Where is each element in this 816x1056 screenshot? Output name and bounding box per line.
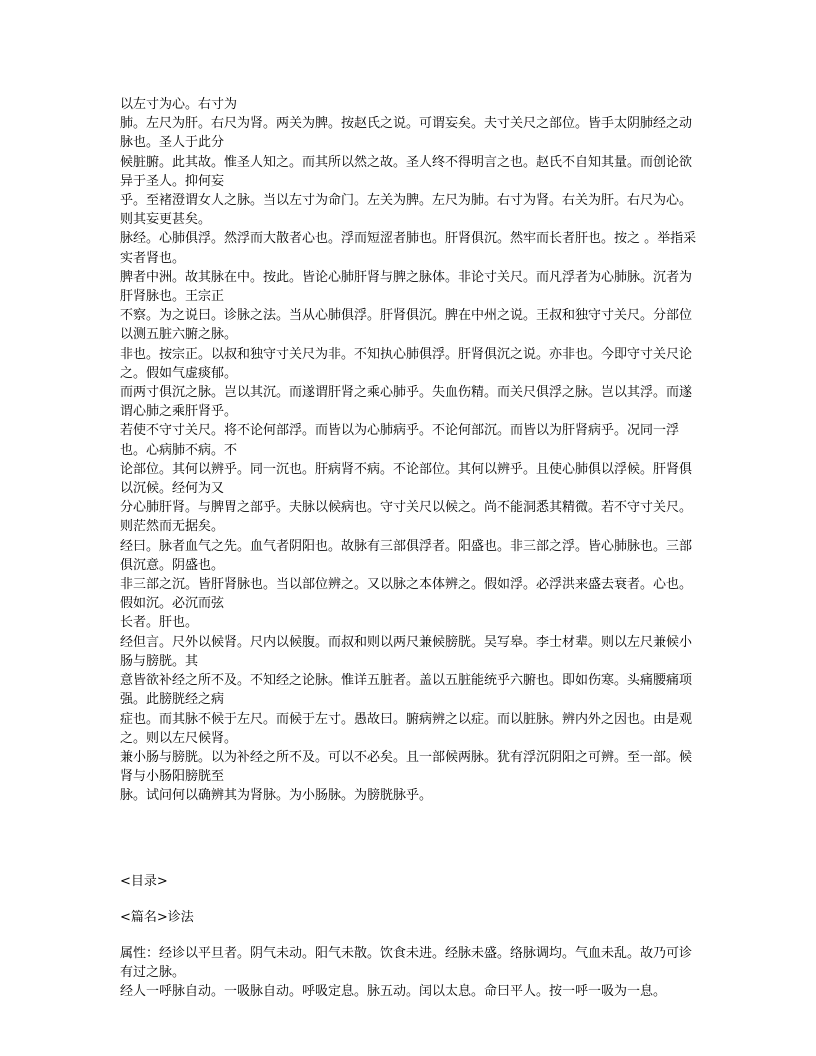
paragraph: 非三部之沉。皆肝肾脉也。当以部位辨之。又以脉之本体辨之。假如浮。必浮洪来盛去衰者。心也。假如沉。必沉而弦 — [120, 577, 693, 612]
paragraph: 候脏腑。此其故。惟圣人知之。而其所以然之故。圣人终不得明言之也。赵氏不自知其量。而创论欲异于圣人。抑何妄 — [120, 154, 693, 189]
gap — [120, 891, 704, 908]
paragraph: 脉。试问何以确辨其为肾脉。为小肠脉。为膀胱脉乎。 — [120, 788, 433, 804]
paragraph: 论部位。其何以辨乎。同一沉也。肝病肾不病。不论部位。其何以辨乎。且使心肺俱以浮候。肝肾俱以沉候。经何为又 — [120, 461, 693, 497]
paragraph: 非也。按宗正。以叔和独守寸关尺为非。不知执心肺俱浮。肝肾俱沉之说。亦非也。今即守寸关尺论之。假如气虚痰郁。 — [120, 346, 693, 381]
gap — [120, 927, 704, 944]
paragraph: 经曰。脉者血气之先。血气者阴阳也。故脉有三部俱浮者。阳盛也。非三部之浮。皆心肺脉也。三部俱沉意。阴盛也。 — [120, 538, 693, 573]
body-text — [120, 95, 704, 806]
paragraph: 脾者中洲。故其脉在中。按此。皆论心肺肝肾与脾之脉体。非论寸关尺。而凡浮者为心肺脉。沉者为肝肾脉也。王宗正 — [120, 269, 693, 305]
paragraph: 分心肺肝肾。与脾胃之部乎。夫脉以候病也。守寸关尺以候之。尚不能洞悉其精微。若不守寸关尺。则茫然而无据矣。 — [120, 500, 693, 535]
document-page — [120, 95, 704, 1002]
paragraph: 脉经。心肺俱浮。然浮而大散者心也。浮而短涩者肺也。肝肾俱沉。然牢而长者肝也。按之 。举指采实者肾也。 — [120, 231, 697, 266]
section-title: <篇名>诊法 — [120, 909, 194, 925]
paragraph: 而两寸俱沉之脉。岂以其沉。而遂谓肝肾之乘心肺乎。失血伤精。而关尺俱浮之脉。岂以其浮。而遂谓心肺之乘肝肾乎。 — [120, 385, 693, 420]
paragraph: 经人一呼脉自动。一吸脉自动。呼吸定息。脉五动。闰以太息。命曰平人。按一呼一吸为一息。 — [120, 984, 667, 1000]
paragraph: 不察。为之说曰。诊脉之法。当从心肺俱浮。肝肾俱沉。脾在中州之说。王叔和独守寸关尺。分部位以测五脏六腑之脉。 — [120, 308, 693, 343]
paragraph: 以左寸为心。右寸为 — [120, 97, 238, 112]
attribute-text — [120, 944, 704, 1002]
paragraph: 长者。肝也。 — [120, 615, 199, 631]
paragraph: 肺。左尺为肝。右尺为肾。两关为脾。按赵氏之说。可谓妄矣。夫寸关尺之部位。皆手太阴肺经之动脉也。圣人于此分 — [120, 116, 693, 151]
section-spacer — [120, 806, 704, 872]
paragraph: 症也。而其脉不候于左尺。而候于左寸。愚故曰。腑病辨之以症。而以脏脉。辨内外之因也。由是观之。则以左尺候肾。 — [120, 711, 693, 746]
paragraph: 乎。至褚澄谓女人之脉。当以左寸为命门。左关为脾。左尺为肺。右寸为肾。右关为肝。右尺为心。则其妄更甚矣。 — [120, 193, 693, 228]
paragraph: 经但言。尺外以候肾。尺内以候腹。而叔和则以两尺兼候膀胱。吴写皋。李士材辈。则以左尺兼候小肠与膀胱。其 — [120, 634, 693, 669]
toc-heading: <目录> — [120, 873, 168, 889]
paragraph: 属性：经诊以平旦者。阴气未动。阳气未散。饮食未进。经脉未盛。络脉调均。气血未乱。故乃可诊有过之脉。 — [120, 945, 693, 981]
paragraph: 意皆欲补经之所不及。不知经之论脉。惟详五脏者。盖以五脏能统乎六腑也。即如伤寒。头痛腰痛项强。此膀胱经之病 — [120, 673, 693, 708]
paragraph: 若使不守寸关尺。将不论何部浮。而皆以为心肺病乎。不论何部沉。而皆以为肝肾病乎。况同一浮也。心病肺不病。不 — [120, 423, 680, 458]
paragraph: 兼小肠与膀胱。以为补经之所不及。可以不必矣。且一部候两脉。犹有浮沉阴阳之可辨。至一部。候肾与小肠阳膀胱至 — [120, 749, 693, 785]
